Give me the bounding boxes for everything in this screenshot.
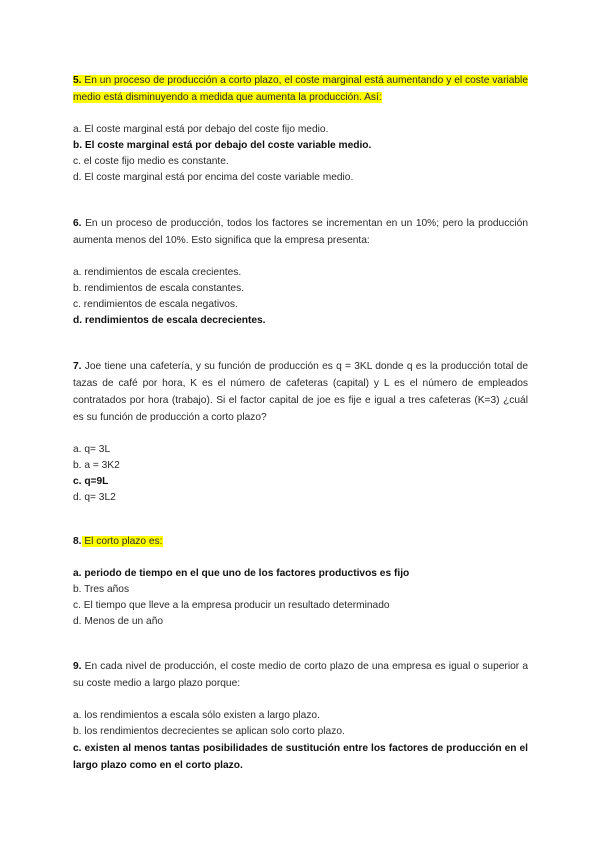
- question-body: En cada nivel de producción, el coste medio de corto plazo de una empresa es igual o superior a su coste medio a largo plazo porque:: [73, 661, 528, 689]
- option-b: b. rendimientos de escala constantes.: [73, 283, 245, 294]
- question-number: 7.: [73, 361, 82, 372]
- option-d-correct: d. rendimientos de escala decrecientes.: [73, 315, 266, 326]
- question-9: [73, 658, 528, 774]
- option-b: b. Tres años: [73, 584, 130, 595]
- question-number: 5.: [73, 75, 82, 86]
- question-body: Joe tiene una cafetería, y su función de producción es q = 3KL donde q es la producción total de tazas de café por hora, K es el número de cafeteras (capital) y L es el número de empleados contratados por hora (trabajo). Si el factor capital de joe es fije e igual a tres cafeteras (K=3) ¿cuál es su función de producción a corto plazo?: [73, 361, 528, 423]
- option-d: d. El coste marginal está por encima del coste variable medio.: [73, 172, 354, 183]
- option-a: a. los rendimientos a escala sólo existen a largo plazo.: [73, 710, 320, 721]
- question-5: [73, 72, 528, 186]
- question-body: En un proceso de producción, todos los factores se incrementan en un 10%; pero la producción aumenta menos del 10%. Esto significa que la empresa presenta:: [73, 218, 528, 246]
- option-b-correct: b. El coste marginal está por debajo del coste variable medio.: [73, 140, 372, 151]
- options-list: [73, 708, 528, 774]
- question-number: 8.: [73, 536, 82, 547]
- question-6: [73, 215, 528, 329]
- question-text: [73, 658, 528, 692]
- options-list: [73, 265, 528, 329]
- question-text: [73, 358, 528, 426]
- option-a-correct: a. periodo de tiempo en el que uno de los factores productivos es fijo: [73, 568, 410, 579]
- option-c-correct: c. q=9L: [73, 476, 109, 487]
- option-d: d. q= 3L2: [73, 492, 116, 503]
- question-text: [73, 215, 528, 249]
- option-a: a. rendimientos de escala crecientes.: [73, 267, 242, 278]
- question-text: [73, 533, 528, 550]
- options-list: [73, 566, 528, 630]
- question-body: En un proceso de producción a corto plazo, el coste marginal está aumentando y el coste variable medio está disminuyendo a medida que aumenta la producción. Así:: [73, 75, 528, 103]
- question-text: [73, 72, 528, 106]
- option-c: c. rendimientos de escala negativos.: [73, 299, 238, 310]
- option-a: a. q= 3L: [73, 444, 111, 455]
- question-number: 9.: [73, 661, 82, 672]
- option-c: c. el coste fijo medio es constante.: [73, 156, 229, 167]
- options-list: [73, 122, 528, 186]
- option-c: c. El tiempo que lleve a la empresa producir un resultado determinado: [73, 600, 390, 611]
- question-number: 6.: [73, 218, 82, 229]
- question-body: El corto plazo es:: [84, 536, 163, 547]
- question-8: [73, 533, 528, 630]
- option-b: b. a = 3K2: [73, 460, 120, 471]
- option-b: b. los rendimientos decrecientes se aplican solo corto plazo.: [73, 726, 345, 737]
- question-7: [73, 358, 528, 506]
- options-list: [73, 442, 528, 506]
- option-a: a. El coste marginal está por debajo del coste fijo medio.: [73, 124, 329, 135]
- option-d: d. Menos de un año: [73, 616, 164, 627]
- option-c-correct: c. existen al menos tantas posibilidades de sustitución entre los factores de producción en el largo plazo como en el corto plazo.: [73, 743, 528, 771]
